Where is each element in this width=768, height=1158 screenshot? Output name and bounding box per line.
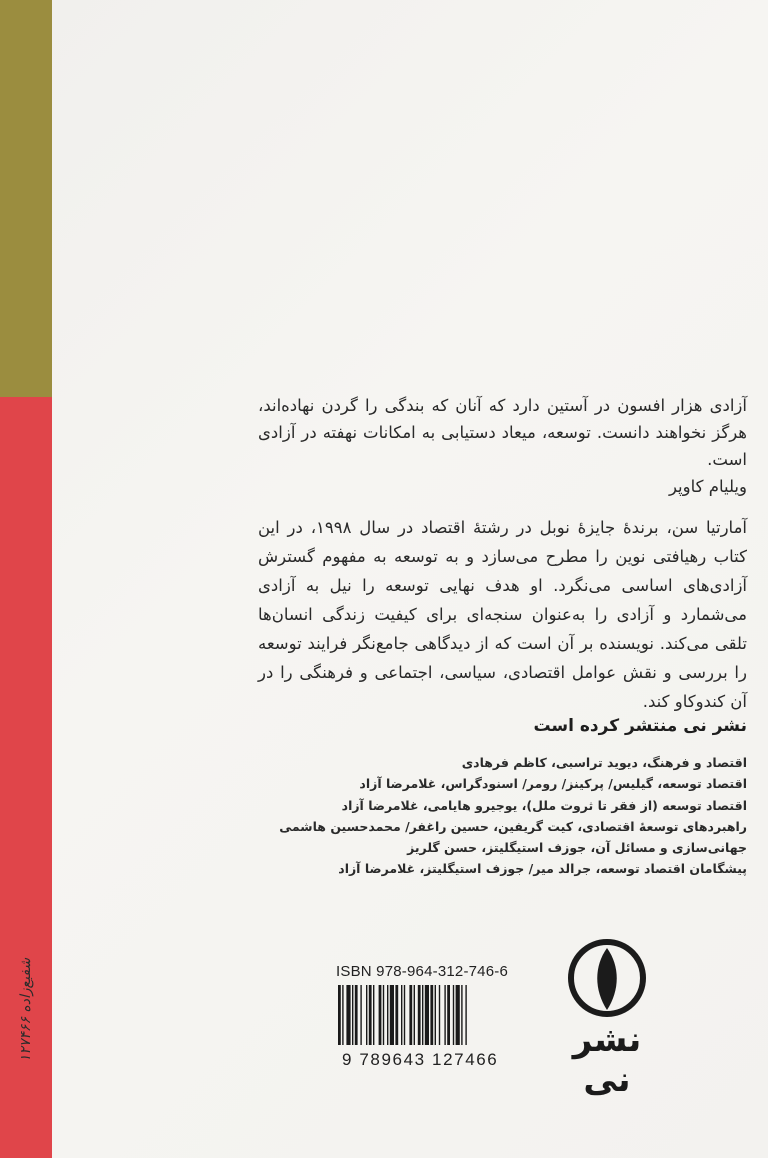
barcode-bar	[456, 985, 460, 1045]
quote-text: آزادی هزار افسون در آستین دارد که آنان که بندگی را گردن نهاده‌اند، هرگز نخواهند دانست. توسعه، میعاد دستیابی به امکانات نهفته در آزادی است.	[258, 396, 747, 469]
isbn-label: ISBN 978-964-312-746-6	[336, 963, 509, 980]
publisher-name: نشر نی	[572, 1020, 642, 1100]
list-item: پیشگامان اقتصاد توسعه، جرالد میر/ جوزف استیگلیتز، غلامرضا آزاد	[338, 861, 747, 877]
quote-author: ویلیام کاوپر	[668, 477, 747, 496]
barcode-bar	[352, 985, 353, 1045]
book-description: آمارتیا سن، برندهٔ جایزهٔ نوبل در رشتهٔ اقتصاد در سال ۱۹۹۸، در این کتاب رهیافتی نوین را مطرح می‌سازد و به توسعه به مفهوم گسترش آزادی‌های اساسی می‌نگرد. او هدف نهایی توسعه را نیل به آزادی می‌شمارد و آزادی را به‌عنوان سنجه‌ای برای کیفیت زندگی انسان‌ها تلقی می‌کند. نویسنده بر آن است که از دیدگاهی جامع‌نگر فرایند توسعه را بررسی و نقش عوامل اقتصادی، سیاسی، اجتماعی و فرهنگی را در آن کندوکاو کند.	[258, 518, 747, 711]
barcode-bar	[369, 985, 372, 1045]
barcode-bar	[395, 985, 398, 1045]
barcode-bar	[435, 985, 436, 1045]
epigraph-quote	[258, 392, 747, 500]
barcode-bar	[465, 985, 466, 1045]
barcode-bar	[461, 985, 462, 1045]
list-item: راهبردهای توسعهٔ اقتصادی، کیت گریفین، حسین راغفر/ محمدحسین هاشمی	[279, 818, 747, 834]
barcode-bar	[366, 985, 367, 1045]
barcode-bar	[444, 985, 445, 1045]
publisher-logo-icon	[562, 938, 652, 1018]
barcode-bar	[418, 985, 421, 1045]
list-item: اقتصاد توسعه، گیلیس/ پرکینز/ رومر/ اسنودگراس، غلامرضا آزاد	[359, 776, 747, 792]
published-list-title: نشر نی منتشر کرده است	[533, 716, 747, 736]
published-list	[279, 752, 747, 880]
list-item: اقتصاد و فرهنگ، دیوید تراسبی، کاظم فرهادی	[461, 755, 747, 770]
barcode-bar	[453, 985, 454, 1045]
list-item: جهانی‌سازی و مسائل آن، جوزف استیگلیتز، حسن گلریز	[407, 840, 747, 856]
barcode-bar	[439, 985, 440, 1045]
barcode-bar	[390, 985, 394, 1045]
barcode-bar	[342, 985, 343, 1045]
barcode-bar	[401, 985, 402, 1045]
barcode-bar	[414, 985, 415, 1045]
back-cover	[52, 0, 768, 1158]
barcode-bar	[425, 985, 429, 1045]
barcode-bar	[379, 985, 382, 1045]
barcode-number: 9 789643 127466	[342, 1050, 499, 1069]
barcode-bar	[360, 985, 361, 1045]
barcode-bar	[338, 985, 341, 1045]
barcode-bar	[404, 985, 405, 1045]
barcode-bar	[346, 985, 350, 1045]
barcode-bar	[447, 985, 450, 1045]
spine-olive-band	[0, 0, 52, 397]
list-item: اقتصاد توسعه (از فقر تا ثروت ملل)، یوجیرو هایامی، غلامرضا آزاد	[341, 797, 747, 813]
barcode-bar	[355, 985, 358, 1045]
spine-signature	[2, 945, 50, 1075]
barcode-bar	[430, 985, 433, 1045]
barcode-bar	[409, 985, 412, 1045]
barcode-bar	[422, 985, 423, 1045]
barcode-bar	[383, 985, 384, 1045]
isbn-barcode	[336, 985, 536, 1045]
barcode-bar	[373, 985, 374, 1045]
barcode-bar	[387, 985, 388, 1045]
spine-signature-text: شفیع‌زاده ۱۲۷۴۶۶	[18, 957, 35, 1063]
